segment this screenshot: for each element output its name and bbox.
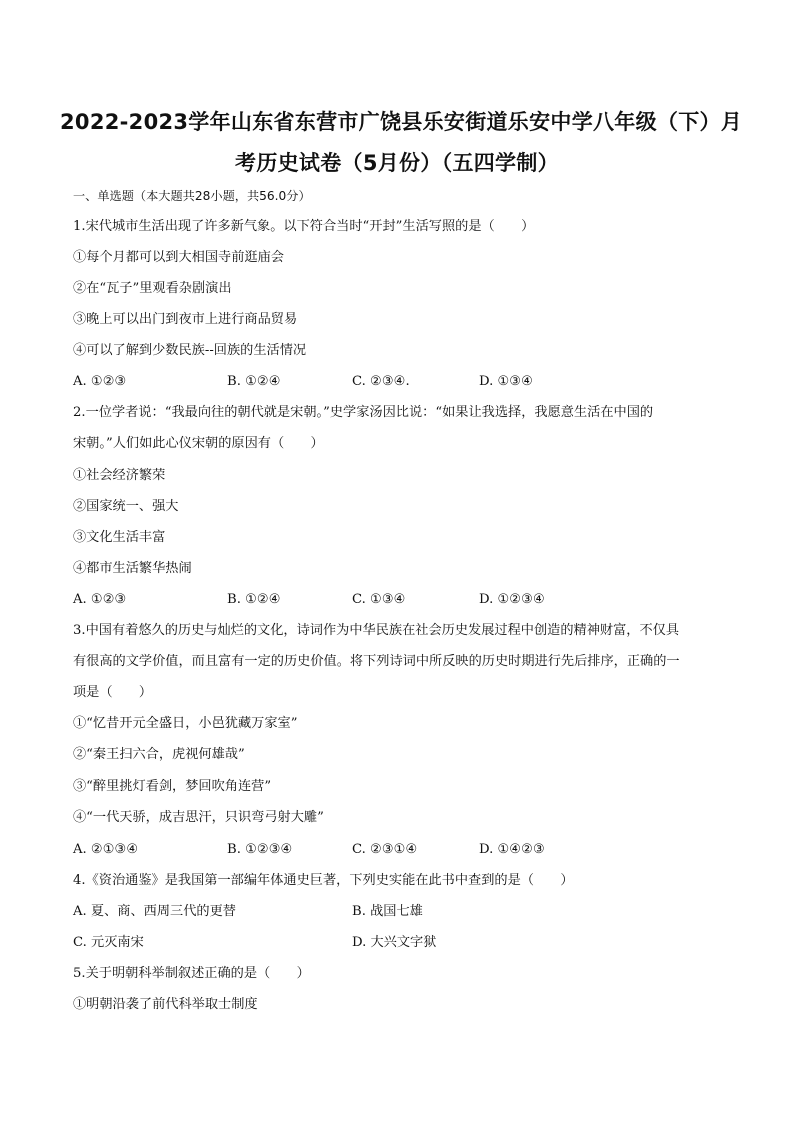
q3-stem-line-3: 项是（ ）: [73, 685, 153, 700]
q3-stem-line-1: 3.中国有着悠久的历史与灿烂的文化，诗词作为中华民族在社会历史发展过程中创造的精神财富，不仅具: [73, 623, 680, 638]
q3-item-3: ③“醉里挑灯看剑，梦回吹角连营”: [73, 779, 272, 794]
exam-title-line-2: 考历史试卷（5月份）（五四学制）: [235, 151, 559, 175]
q2-stem-line-2: 宋朝。”人们如此心仪宋朝的原因有（ ）: [73, 436, 324, 451]
q1-option-a: A. ①②③: [73, 374, 127, 389]
q1-item-4: ④可以了解到少数民族--回族的生活情况: [73, 343, 307, 358]
q3-option-a: A. ②①③④: [73, 842, 139, 857]
q3-item-4: ④“一代天骄，成吉思汗，只识弯弓射大雕”: [73, 810, 324, 825]
q3-option-c: C. ②③①④: [352, 842, 418, 857]
q2-item-3: ③文化生活丰富: [73, 530, 166, 545]
q2-option-a: A. ①②③: [73, 592, 127, 607]
q3-option-d: D. ①④②③: [479, 842, 545, 857]
q1-item-2: ②在“瓦子”里观看杂剧演出: [73, 281, 232, 296]
q2-option-c: C. ①③④: [352, 592, 406, 607]
section-heading: 一、单选题（本大题共28小题，共56.0分）: [73, 189, 311, 203]
q1-item-1: ①每个月都可以到大相国寺前逛庙会: [73, 250, 284, 265]
q2-item-2: ②国家统一、强大: [73, 499, 179, 514]
q5-item-1: ①明朝沿袭了前代科举取士制度: [73, 997, 258, 1012]
q4-option-a: A. 夏、商、西周三代的更替: [73, 904, 236, 919]
q2-item-4: ④都市生活繁华热闹: [73, 561, 192, 576]
q4-stem: 4.《资治通鉴》是我国第一部编年体通史巨著，下列史实能在此书中查到的是（ ）: [73, 873, 574, 888]
q2-option-d: D. ①②③④: [479, 592, 545, 607]
q1-stem: 1.宋代城市生活出现了许多新气象。以下符合当时“开封”生活写照的是（ ）: [73, 219, 535, 234]
q1-item-3: ③晚上可以出门到夜市上进行商品贸易: [73, 312, 298, 327]
q4-option-b: B. 战国七雄: [352, 904, 423, 919]
q1-option-b: B. ①②④: [227, 374, 281, 389]
q2-item-1: ①社会经济繁荣: [73, 468, 166, 483]
q2-stem-line-1: 2.一位学者说：“我最向往的朝代就是宋朝。”史学家汤因比说：“如果让我选择，我愿意生活在中国的: [73, 405, 654, 420]
q3-item-2: ②“秦王扫六合，虎视何雄哉”: [73, 747, 245, 762]
q1-option-c: C. ②③④.: [352, 374, 410, 389]
q3-stem-line-2: 有很高的文学价值，而且富有一定的历史价值。将下列诗词中所反映的历史时期进行先后排序，正确的一: [73, 654, 680, 669]
q2-option-b: B. ①②④: [227, 592, 281, 607]
q5-stem: 5.关于明朝科举制叙述正确的是（ ）: [73, 966, 310, 981]
q4-option-c: C. 元灭南宋: [73, 935, 144, 950]
exam-title-line-1: 2022-2023学年山东省东营市广饶县乐安街道乐安中学八年级（下）月: [60, 110, 743, 134]
q3-item-1: ①“忆昔开元全盛日，小邑犹藏万家室”: [73, 716, 298, 731]
q4-option-d: D. 大兴文字狱: [352, 935, 437, 950]
q1-option-d: D. ①③④: [479, 374, 533, 389]
q3-option-b: B. ①②③④: [227, 842, 293, 857]
